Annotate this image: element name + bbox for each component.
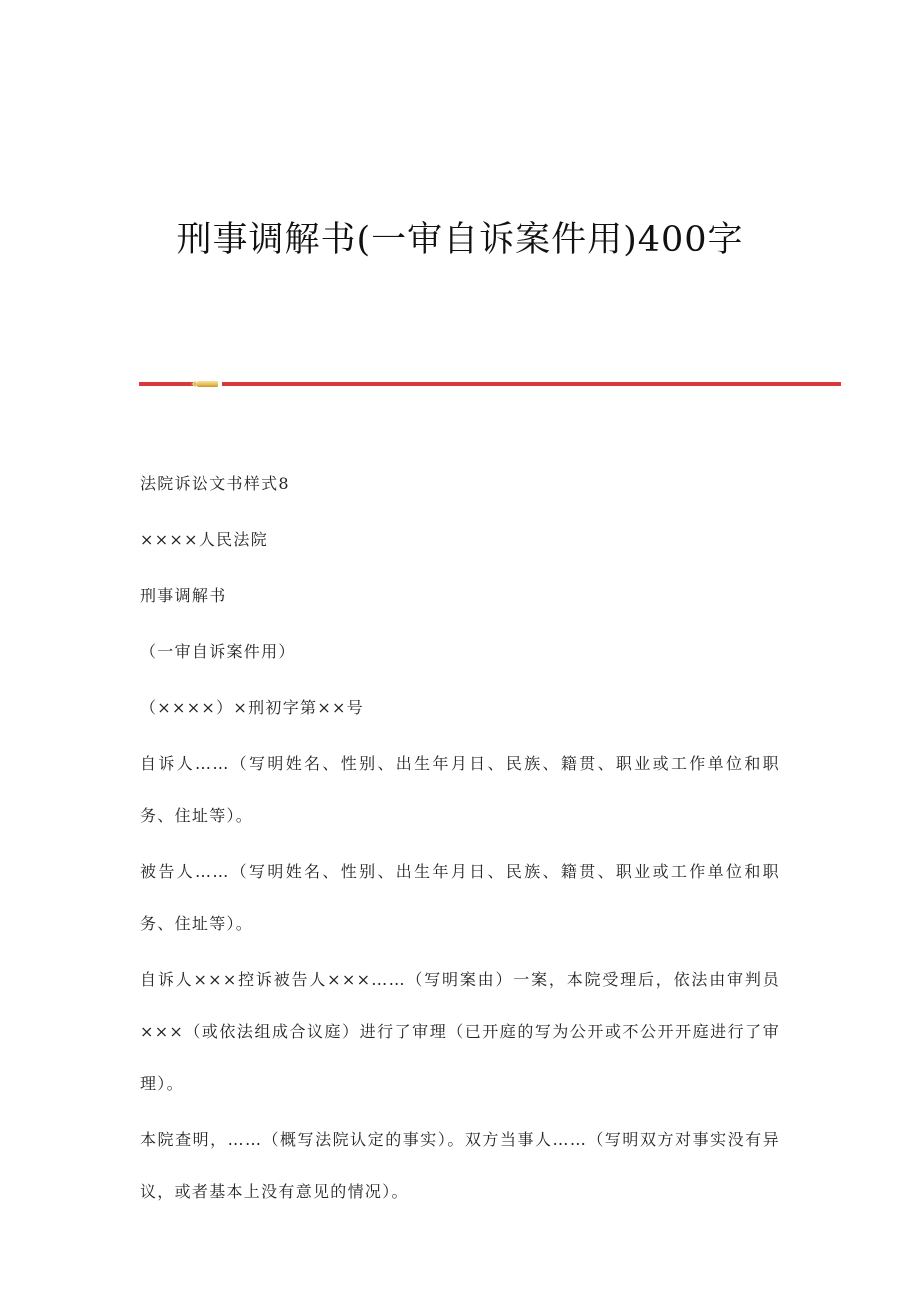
case-procedure-paragraph: 自诉人×××控诉被告人×××……（写明案由）一案，本院受理后，依法由审判员×××（或依法组成合议庭）进行了审理（已开庭的写为公开或不公开开庭进行了审理）。 [140,970,780,1093]
plaintiff-paragraph: 自诉人……（写明姓名、性别、出生年月日、民族、籍贯、职业或工作单位和职务、住址等）。 [140,754,780,825]
pencil-icon [196,381,218,387]
divider-bar-right [222,382,841,386]
facts-paragraph: 本院查明，……（概写法院认定的事实）。双方当事人……（写明双方对事实没有异议，或者基本上没有意见的情况）。 [140,1130,780,1201]
court-name: ××××人民法院 [140,530,269,549]
case-number: （××××）×刑初字第××号 [140,698,365,717]
document-title: 刑事调解书(一审自诉案件用)400字 [176,220,744,260]
case-category: （一审自诉案件用） [140,642,296,661]
document-type: 刑事调解书 [140,586,227,605]
form-style-label: 法院诉讼文书样式8 [140,474,290,493]
divider-bar-left [139,382,193,386]
defendant-paragraph: 被告人……（写明姓名、性别、出生年月日、民族、籍贯、职业或工作单位和职务、住址等）。 [140,862,780,933]
title-divider [139,381,841,387]
document-body [140,470,780,1234]
